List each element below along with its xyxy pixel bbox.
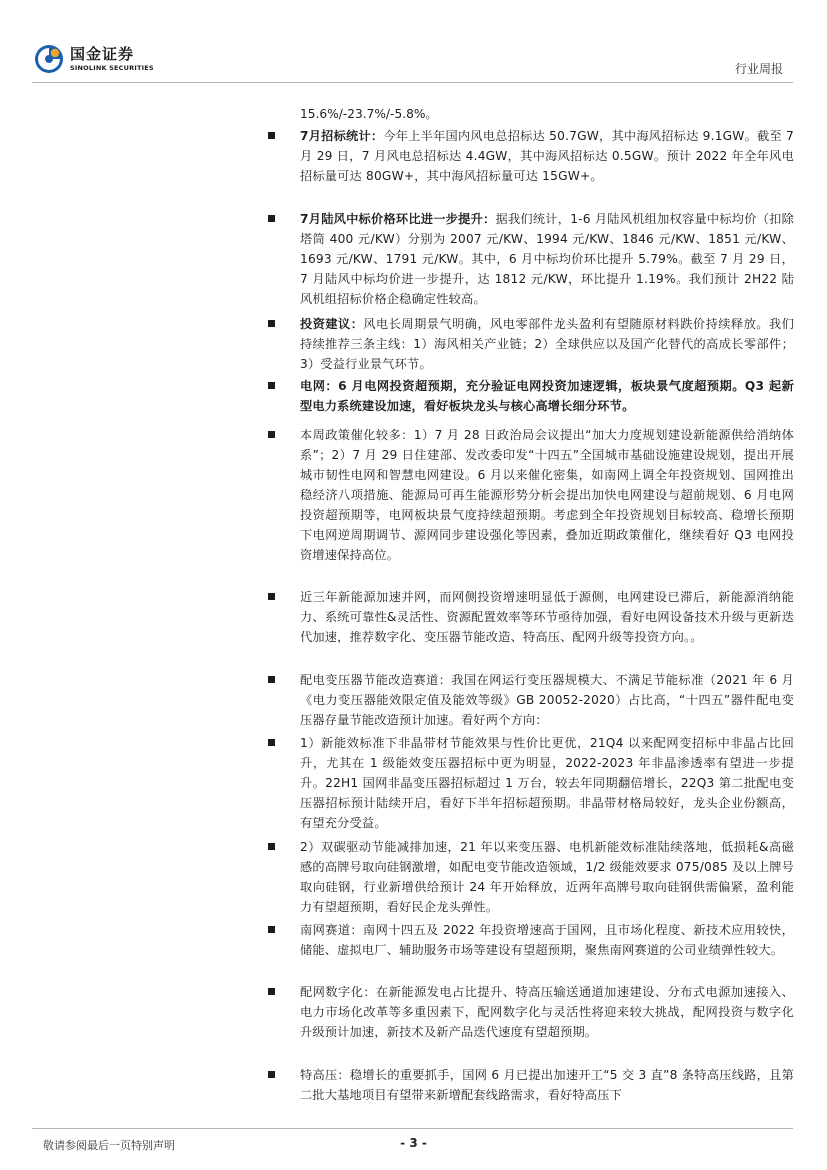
paragraph-onshore-price <box>268 209 794 309</box>
page-number: - 3 - <box>400 1136 427 1150</box>
bullet-icon <box>268 676 275 683</box>
bullet-icon <box>268 593 275 600</box>
paragraph-text: 今年上半年国内风电总招标达 50.7GW，其中海风招标达 9.1GW。截至 7 月 29 日，7 月风电总招标达 4.4GW，其中海风招标达 0.5GW。预计 2022 年全年风电招标量可达 80GW+，其中海风招标量可达 15GW+。 <box>300 129 794 183</box>
paragraph-policy-catalysts <box>268 425 794 565</box>
paragraph-tender-stats <box>268 126 794 186</box>
paragraph-text: 南网赛道：南网十四五及 2022 年投资增速高于国网，且市场化程度、新技术应用较快，储能、虚拟电厂、辅助服务市场等建设有望超预期，聚焦南网赛道的公司业绩弹性较大。 <box>300 923 794 957</box>
paragraph-text: 配电变压器节能改造赛道：我国在网运行变压器规模大、不满足节能标准（2021 年 6 月《电力变压器能效限定值及能效等级》GB 20052-2020）占比高，“十四五”器件配电变压器存量节能改造预计加速。看好两个方向： <box>300 673 794 727</box>
paragraph-silicon-steel <box>268 837 794 917</box>
bullet-icon <box>268 926 275 933</box>
paragraph-distribution-digitalization <box>268 982 794 1042</box>
bullet-icon <box>268 215 275 222</box>
paragraph-lead: 电网：6 月电网投资超预期，充分验证电网投资加速逻辑，板块景气度超预期。Q3 起新型电力系统建设加速，看好板块龙头与核心高增长细分环节。 <box>300 379 794 413</box>
paragraph-text: 1）新能效标准下非晶带材节能效果与性价比更优，21Q4 以来配网变招标中非晶占比回升，尤其在 1 级能效变压器招标中更为明显，2022-2023 年非晶渗透率有望进一步提升。22H1 国网非晶变压器招标超过 1 万台，较去年同期翻倍增长，22Q3 第二批配电变压器招标预计陆续开启，看好下半年招标超预期。非晶带材格局较好，龙头企业份额高，有望充分受益。 <box>300 736 794 830</box>
paragraph-grid-lag <box>268 587 794 647</box>
paragraph-text: 2）双碳驱动节能减排加速，21 年以来变压器、电机新能效标准陆续落地，低损耗&高磁感的高牌号取向硅钢激增，如配电变节能改造领域，1/2 级能效要求 075/085 及以上牌号取向硅钢，行业新增供给预计 24 年开始释放，近两年高牌号取向硅钢供需偏紧，盈利能力有望超预期，看好民企龙头弹性。 <box>300 840 794 914</box>
paragraph-southern-grid <box>268 920 794 960</box>
paragraph-text: 据我们统计，1-6 月陆风机组加权容量中标均价（扣除塔筒 400 元/KW）分别为 2007 元/KW、1994 元/KW、1846 元/KW、1851 元/KW、1693 元/KW、1791 元/KW。其中，6 月中标均价环比提升 5.79%。截至 7 月 29 日，7 月陆风中标均价进一步提升，达 1812 元/KW，环比提升 1.19%。我们预计 2H22 陆风机组招标价格企稳确定性较高。 <box>300 212 794 306</box>
paragraph-text: 配网数字化：在新能源发电占比提升、特高压输送通道加速建设、分布式电源加速接入、电力市场化改革等多重因素下，配网数字化与灵活性将迎来较大挑战，配网投资与数字化升级预计加速，新技术及新产品迭代速度有望超预期。 <box>300 985 794 1039</box>
bullet-icon <box>268 132 275 139</box>
paragraph-text: 本周政策催化较多：1）7 月 28 日政治局会议提出“加大力度规划建设新能源供给消纳体系”；2）7 月 29 日住建部、发改委印发“十四五”全国城市基础设施建设规划，提出开展城市韧性电网和智慧电网建设。6 月以来催化密集，如南网上调全年投资规划、国网推出稳经济八项措施、能源局可再生能源形势分析会提出加快电网建设与超前规划、6 月电网投资超预期等，电网板块景气度持续超预期。考虑到全年投资规划目标较高、稳增长预期下电网逆周期调节、源网同步建设强化等因素，叠加近期政策催化，继续看好 Q3 电网投资增速保持高位。 <box>300 428 794 562</box>
company-logo <box>34 44 154 74</box>
footer-divider <box>32 1128 793 1129</box>
bullet-icon <box>268 739 275 746</box>
bullet-icon <box>268 431 275 438</box>
bullet-icon <box>268 988 275 995</box>
paragraph-lead: 7月招标统计： <box>300 129 384 143</box>
bullet-icon <box>268 382 275 389</box>
paragraph-text: 风电长周期景气明确，风电零部件龙头盈利有望随原材料跌价持续释放。我们持续推荐三条主线：1）海风相关产业链；2）全球供应以及国产化替代的高成长零部件；3）受益行业景气环节。 <box>300 317 794 371</box>
paragraph-transformer-retrofit <box>268 670 794 730</box>
page-header <box>0 0 827 82</box>
bullet-icon <box>268 843 275 850</box>
logo-english-name: SINOLINK SECURITIES <box>70 63 154 72</box>
report-type-label: 行业周报 <box>734 62 783 76</box>
logo-chinese-name: 国金证券 <box>70 44 135 63</box>
sinolink-logo-icon <box>34 44 64 74</box>
paragraph-text: 特高压：稳增长的重要抓手，国网 6 月已提出加速开工“5 交 3 直”8 条特高压线路，且第二批大基地项目有望带来新增配套线路需求，看好特高压下 <box>300 1068 794 1102</box>
paragraph-investment-advice <box>268 314 794 374</box>
bullet-icon <box>268 320 275 327</box>
paragraph-lead: 投资建议： <box>300 317 364 331</box>
footer-disclaimer: 敬请参阅最后一页特别声明 <box>43 1139 175 1152</box>
continuation-text: 15.6%/-23.7%/-5.8%。 <box>300 107 438 121</box>
header-divider <box>32 82 793 83</box>
paragraph-grid-headline <box>268 376 794 416</box>
paragraph-amorphous-strip <box>268 733 794 833</box>
paragraph-text: 近三年新能源加速并网，而网侧投资增速明显低于源侧，电网建设已滞后，新能源消纳能力、系统可靠性&灵活性、资源配置效率等环节亟待加强，看好电网设备技术升级与更新迭代加速，推荐数字化、变压器节能改造、特高压、配网升级等投资方向。。 <box>300 590 794 644</box>
paragraph-uhv <box>268 1065 794 1105</box>
paragraph-lead: 7月陆风中标价格环比进一步提升： <box>300 212 496 226</box>
bullet-icon <box>268 1071 275 1078</box>
